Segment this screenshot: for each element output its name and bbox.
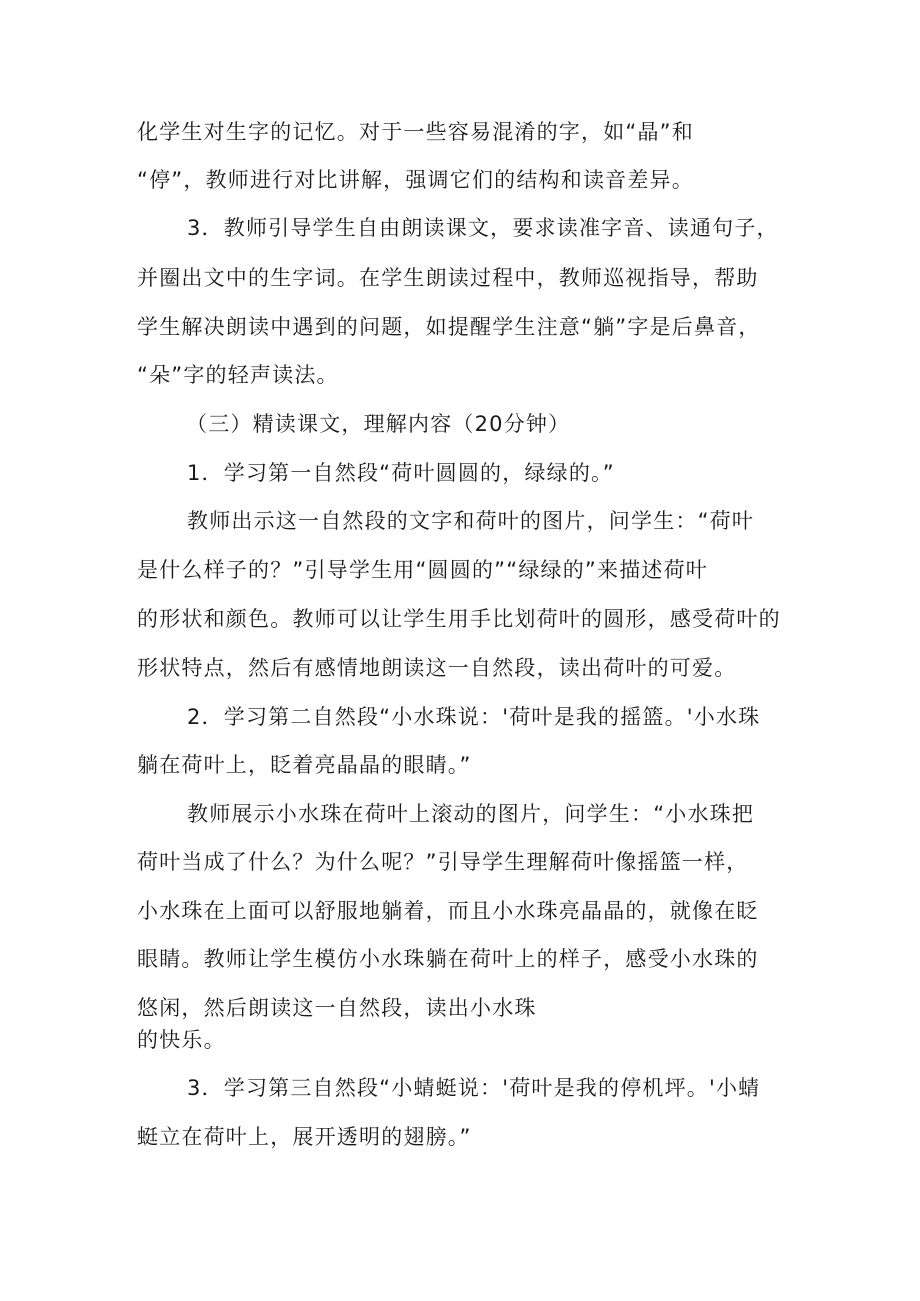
text-line: 化学生对生字的记忆。对于一些容易混淆的字，如“晶”和 <box>137 120 694 144</box>
list-item-3: 3．学习第三自然段“小蜻蜓说：'荷叶是我的停机坪。'小蜻 <box>187 1076 761 1100</box>
text-line: 悠闲，然后朗读这一自然段，读出小水珠 <box>137 996 537 1020</box>
text-line: 荷叶当成了什么？为什么呢？”引导学生理解荷叶像摇篮一样， <box>137 850 749 874</box>
list-item-1: 1．学习第一自然段“荷叶圆圆的，绿绿的。” <box>187 461 615 485</box>
text-line: “停”，教师进行对比讲解，强调它们的结构和读音差异。 <box>137 168 694 192</box>
list-item-2: 2．学习第二自然段“小水珠说：'荷叶是我的摇篮。'小水珠 <box>187 705 761 729</box>
list-item-3: 3．教师引导学生自由朗读课文，要求读准字音、读通句子， <box>187 216 779 240</box>
paragraph-start: 教师出示这一自然段的文字和荷叶的图片，问学生：“荷叶 <box>187 509 755 533</box>
text-line: 是什么样子的？”引导学生用“圆圆的”“绿绿的”来描述荷叶 <box>137 558 708 582</box>
text-line: 形状特点，然后有感情地朗读这一自然段，读出荷叶的可爱。 <box>137 656 737 680</box>
text-line: 躺在荷叶上，眨着亮晶晶的眼睛。” <box>137 753 472 777</box>
text-line: 的形状和颜色。教师可以让学生用手比划荷叶的圆形，感受荷叶的 <box>137 607 781 631</box>
text-line: 小水珠在上面可以舒服地躺着，而且小水珠亮晶晶的，就像在眨 <box>137 899 759 923</box>
text-line: 的快乐。 <box>137 1028 226 1052</box>
text-line: 并圈出文中的生字词。在学生朗读过程中，教师巡视指导，帮助 <box>137 266 759 290</box>
text-line: 学生解决朗读中遇到的问题，如提醒学生注意“躺”字是后鼻音， <box>137 315 761 339</box>
text-line: “朵”字的轻声读法。 <box>137 363 339 387</box>
text-line: 蜓立在荷叶上，展开透明的翅膀。” <box>137 1125 472 1149</box>
text-line: 眼睛。教师让学生模仿小水珠躺在荷叶上的样子，感受小水珠的 <box>137 947 759 971</box>
paragraph-start: 教师展示小水珠在荷叶上滚动的图片，问学生：“小水珠把 <box>187 802 755 826</box>
section-heading: （三）精读课文，理解内容（20分钟） <box>186 412 571 436</box>
